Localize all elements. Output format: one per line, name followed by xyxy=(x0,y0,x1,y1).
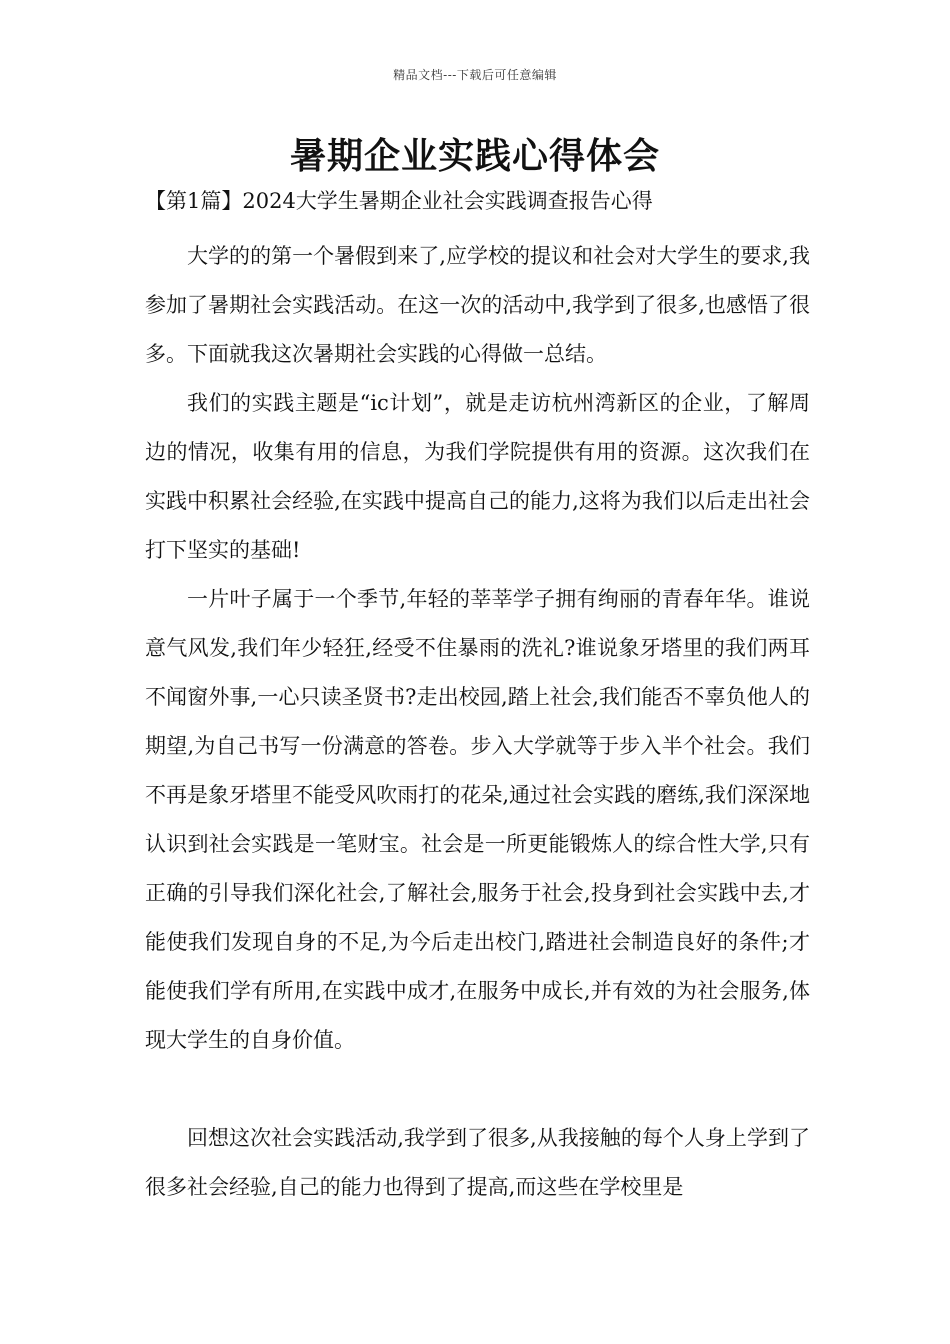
paragraph-1: 大学的的第一个暑假到来了,应学校的提议和社会对大学生的要求,我参加了暑期社会实践活动。在这一次的活动中,我学到了很多,也感悟了很多。下面就我这次暑期社会实践的心得做一总结。 xyxy=(145,244,810,366)
section-heading: 【第1篇】2024大学生暑期企业社会实践调查报告心得 xyxy=(145,189,653,213)
header-note: 精品文档---下载后可任意编辑 xyxy=(393,68,557,82)
paragraph-2: 我们的实践主题是“ic计划”，就是走访杭州湾新区的企业，了解周边的情况，收集有用的信息，为我们学院提供有用的资源。这次我们在实践中积累社会经验,在实践中提高自己的能力,这将为我们以后走出社会打下坚实的基础! xyxy=(145,391,810,562)
document-title: 暑期企业实践心得体会 xyxy=(289,136,660,177)
paragraph-4: 回想这次社会实践活动,我学到了很多,从我接触的每个人身上学到了很多社会经验,自己的能力也得到了提高,而这些在学校里是 xyxy=(145,1126,810,1199)
body-text xyxy=(145,232,810,1212)
paragraph-3: 一片叶子属于一个季节,年轻的莘莘学子拥有绚丽的青春年华。谁说意气风发,我们年少轻狂,经受不住暴雨的洗礼?谁说象牙塔里的我们两耳不闻窗外事,一心只读圣贤书?走出校园,踏上社会,我们能否不辜负他人的期望,为自己书写一份满意的答卷。步入大学就等于步入半个社会。我们不再是象牙塔里不能受风吹雨打的花朵,通过社会实践的磨练,我们深深地认识到社会实践是一笔财宝。社会是一所更能锻炼人的综合性大学,只有正确的引导我们深化社会,了解社会,服务于社会,投身到社会实践中去,才能使我们发现自身的不足,为今后走出校门,踏进社会制造良好的条件;才能使我们学有所用,在实践中成才,在服务中成长,并有效的为社会服务,体现大学生的自身价值。 xyxy=(145,587,810,1052)
